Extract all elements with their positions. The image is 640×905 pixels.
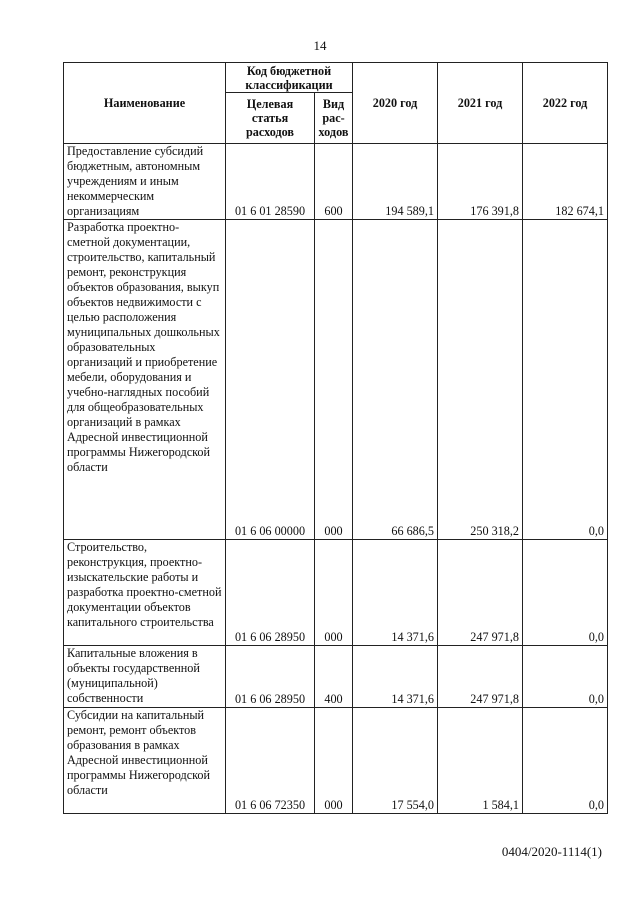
row-value-2022: 0,0	[523, 540, 608, 646]
header-code-group: Код бюджетной классификации	[226, 63, 353, 93]
row-value-2022: 182 674,1	[523, 144, 608, 220]
row-expense-type: 600	[315, 144, 353, 220]
row-expense-type: 000	[315, 220, 353, 540]
row-value-2020: 17 554,0	[353, 708, 438, 814]
row-target-article: 01 6 06 28950	[226, 646, 315, 708]
table-row	[64, 220, 608, 540]
row-value-2022: 0,0	[523, 708, 608, 814]
table-body	[64, 144, 608, 814]
row-value-2020: 66 686,5	[353, 220, 438, 540]
row-target-article: 01 6 06 72350	[226, 708, 315, 814]
row-value-2021: 250 318,2	[438, 220, 523, 540]
row-value-2020: 14 371,6	[353, 540, 438, 646]
table-row	[64, 540, 608, 646]
budget-table	[63, 62, 608, 814]
header-2022: 2022 год	[523, 63, 608, 144]
header-2020: 2020 год	[353, 63, 438, 144]
document-code: 0404/2020-1114(1)	[501, 844, 602, 859]
row-name: Предоставление субсидий бюджетным, автономным учреждениям и иным некоммерческим организациям	[64, 144, 226, 220]
row-target-article: 01 6 06 00000	[226, 220, 315, 540]
row-value-2021: 247 971,8	[438, 540, 523, 646]
row-value-2020: 14 371,6	[353, 646, 438, 708]
table-header	[64, 63, 608, 144]
row-target-article: 01 6 06 28950	[226, 540, 315, 646]
header-name: Наименование	[64, 63, 226, 144]
row-expense-type: 400	[315, 646, 353, 708]
row-expense-type: 000	[315, 540, 353, 646]
row-value-2021: 176 391,8	[438, 144, 523, 220]
table-row	[64, 144, 608, 220]
row-value-2022: 0,0	[523, 646, 608, 708]
table-row	[64, 646, 608, 708]
header-expense-type: Вид рас-ходов	[315, 93, 353, 144]
row-name: Строительство, реконструкция, проектно-изыскательские работы и разработка проектно-сметной документации объектов капитального строительства	[64, 540, 226, 646]
row-value-2020: 194 589,1	[353, 144, 438, 220]
row-value-2021: 1 584,1	[438, 708, 523, 814]
table-row	[64, 708, 608, 814]
row-value-2021: 247 971,8	[438, 646, 523, 708]
row-name: Разработка проектно-сметной документации, строительство, капитальный ремонт, реконструкция объектов образования, выкуп объектов недвижимости с целью расположения муниципальных дошкольных образовательных организаций и приобретение мебели, оборудования и учебно-наглядных пособий для общеобразовательных организаций в рамках Адресной инвестиционной программы Нижегородской области	[64, 220, 226, 540]
header-2021: 2021 год	[438, 63, 523, 144]
row-expense-type: 000	[315, 708, 353, 814]
header-target-article: Целевая статья расходов	[226, 93, 315, 144]
row-value-2022: 0,0	[523, 220, 608, 540]
row-target-article: 01 6 01 28590	[226, 144, 315, 220]
page-number: 14	[313, 38, 327, 53]
row-name: Субсидии на капитальный ремонт, ремонт объектов образования в рамках Адресной инвестиционной программы Нижегородской области	[64, 708, 226, 814]
row-name: Капитальные вложения в объекты государственной (муниципальной) собственности	[64, 646, 226, 708]
